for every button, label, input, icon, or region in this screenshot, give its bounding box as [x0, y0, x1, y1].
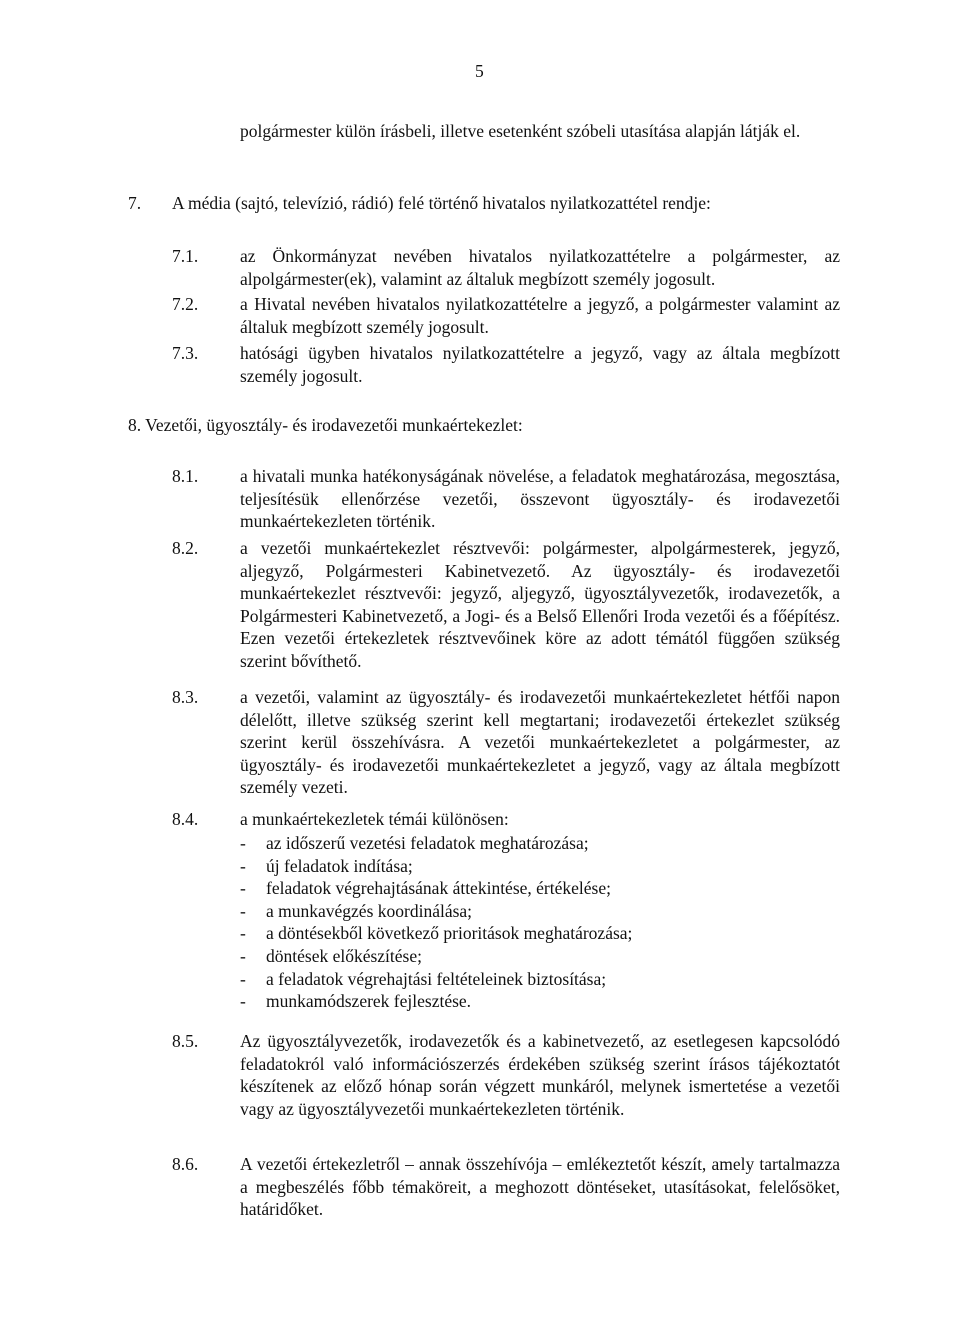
page-number: 5: [475, 61, 484, 81]
topics-list: [240, 832, 840, 1013]
item-8-3-number: 8.3.: [172, 687, 199, 707]
item-7-3-number: 7.3.: [172, 343, 199, 363]
item-7-2-number: 7.2.: [172, 294, 199, 314]
item-8-5-text: Az ügyosztályvezetők, irodavezetők és a kabinetvezető, az esetlegesen kapcsolódó feladatokról való információszerzés érdekében szükség szerint írásos tájékoztatót készítenek az előző hónap során végzett munkáról, melynek ismertetése a vezetői vagy az ügyosztályvezetői munkaértekezleten történik.: [240, 1031, 840, 1119]
item-8-4-text: a munkaértekezletek témái különösen:: [240, 809, 509, 829]
item-7-1-text: az Önkormányzat nevében hivatalos nyilatkozattételre a polgármester, az alpolgármester(ek), valamint az általuk megbízott személy jogosult.: [240, 246, 840, 289]
list-item: - új feladatok indítása;: [240, 855, 413, 876]
bullet-dash: -: [240, 968, 246, 989]
item-8-2-text: a vezetői munkaértekezlet résztvevői: polgármester, alpolgármesterek, jegyző, aljegyző, Polgármesteri Kabinetvezető. Az ügyosztály- és irodavezetői munkaértekezlet résztvevői: jegyző, aljegyző, ügyosztályvezetők, irodavezetők, a Polgármesteri Kabinetvezető, a Jogi- és a Belső Ellenőri Iroda vezetői és a főépítész. Ezen vezetői értekezletek résztvevőinek köre az adott témától függően szükség szerint bővíthető.: [240, 538, 840, 671]
bullet-dash: -: [240, 991, 246, 1012]
item-8-4-number: 8.4.: [172, 809, 199, 829]
item-7-3-text: hatósági ügyben hivatalos nyilatkozattételre a jegyző, vagy az általa megbízott személy jogosult.: [240, 343, 840, 386]
item-8-5-number: 8.5.: [172, 1031, 199, 1051]
item-7-1-number: 7.1.: [172, 246, 199, 266]
item-8-6-number: 8.6.: [172, 1154, 199, 1174]
item-8-1-number: 8.1.: [172, 466, 199, 486]
list-item: - feladatok végrehajtásának áttekintése, értékelése;: [240, 878, 611, 899]
list-item: - a feladatok végrehajtási feltételeinek biztosítása;: [240, 968, 607, 989]
item-7-2-text: a Hivatal nevében hivatalos nyilatkozattételre a jegyző, a polgármester valamint az általuk megbízott személy jogosult.: [240, 294, 840, 337]
item-8-1-text: a hivatali munka hatékonyságának növelése, a feladatok meghatározása, megosztása, teljesítésük ellenőrzése vezetői, összevont ügyosztály- és irodavezetői munkaértekezleten történik.: [240, 466, 840, 532]
item-8-2-number: 8.2.: [172, 538, 199, 558]
bullet-dash: -: [240, 900, 246, 921]
intro-paragraph: polgármester külön írásbeli, illetve esetenként szóbeli utasítása alapján látják el.: [240, 121, 801, 141]
section-7-number: 7.: [128, 193, 142, 213]
list-item: - munkamódszerek fejlesztése.: [240, 991, 472, 1012]
bullet-dash: -: [240, 855, 246, 876]
list-item: - döntések előkészítése;: [240, 945, 422, 966]
list-item: - a munkavégzés koordinálása;: [240, 900, 473, 921]
list-item: - a döntésekből következő prioritások meghatározása;: [240, 923, 633, 944]
item-8-3-text: a vezetői, valamint az ügyosztály- és irodavezetői munkaértekezletet hétfői napon délelőtt, illetve szükség szerint kell megtartani; irodavezetői értekezlet szükség szerint kerül összehívásra. A vezetői munkaértekezletet a polgármester, az ügyosztály- és irodavezetői munkaértekezletet a jegyző, vagy az általa megbízott személy vezeti.: [240, 687, 840, 798]
bullet-dash: -: [240, 923, 246, 944]
bullet-dash: -: [240, 833, 246, 853]
bullet-dash: -: [240, 878, 246, 899]
list-item: - az időszerű vezetési feladatok meghatározása;: [240, 833, 589, 853]
section-8-title: 8. Vezetői, ügyosztály- és irodavezetői munkaértekezlet:: [128, 415, 523, 435]
item-8-6-text: A vezetői értekezletről – annak összehívója – emlékeztetőt készít, amely tartalmazza a megbeszélés főbb témaköreit, a meghozott döntéseket, utasításokat, felelősöket, határidőket.: [240, 1154, 840, 1220]
bullet-dash: -: [240, 945, 246, 966]
section-7-title: A média (sajtó, televízió, rádió) felé történő hivatalos nyilatkozattétel rendje:: [172, 193, 711, 213]
